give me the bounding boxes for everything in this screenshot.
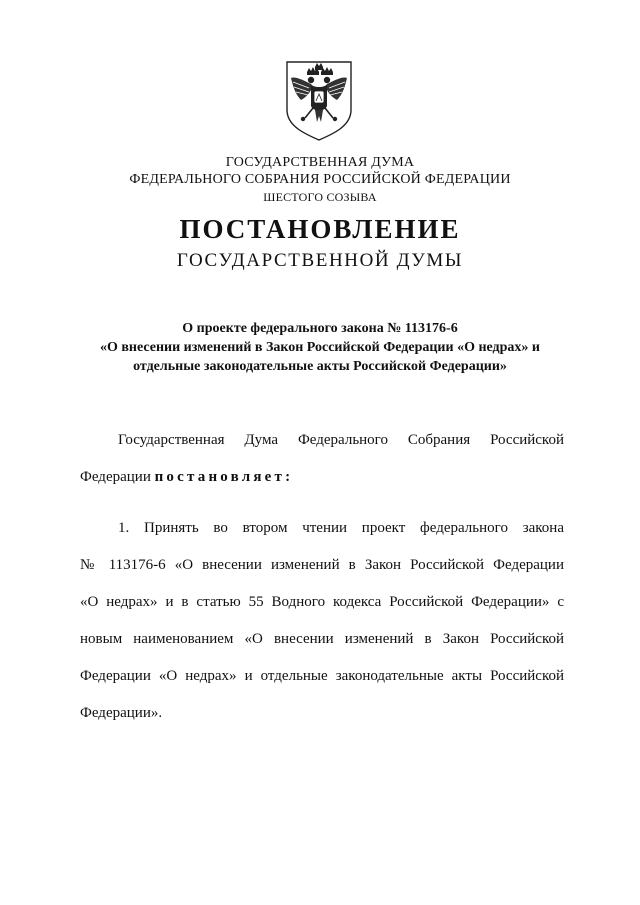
paragraph-line: Федерации». (80, 705, 163, 721)
document-subtitle: ГОСУДАРСТВЕННОЙ ДУМЫ (176, 250, 464, 271)
preamble-paragraph (80, 422, 564, 496)
paragraph-line: Федерации «О недрах» и отдельные законодательные акты Российской (80, 668, 564, 684)
paragraph-line: № 113176-6 «О внесении изменений в Закон Российской Федерации (80, 557, 564, 573)
paragraph-line: Государственная Дума Федерального Собрания Российской (118, 432, 564, 448)
subject-line: «О внесении изменений в Закон Российской Федерации «О недрах» и (99, 340, 540, 355)
paragraph-line: новым наименованием «О внесении изменений в Закон Российской (80, 631, 564, 647)
subject-line: О проекте федерального закона № 113176-6 (182, 321, 458, 336)
paragraph-line: 1. Принять во втором чтении проект федерального закона (118, 520, 564, 536)
subject-line: отдельные законодательные акты Российской Федерации» (133, 359, 507, 374)
resolves-word: постановляет: (154, 469, 294, 485)
document-subject (0, 319, 640, 376)
header-line-duma: ГОСУДАРСТВЕННАЯ ДУМА (225, 155, 415, 170)
header-line-federal-assembly: ФЕДЕРАЛЬНОГО СОБРАНИЯ РОССИЙСКОЙ ФЕДЕРАЦИИ (129, 172, 511, 187)
paragraph-line (80, 459, 564, 496)
header-line-convocation: ШЕСТОГО СОЗЫВА (263, 190, 377, 204)
preamble-federation-word: Федерации (80, 469, 155, 485)
document-title: ПОСТАНОВЛЕНИЕ (179, 214, 461, 244)
coat-of-arms-icon (281, 58, 357, 142)
item-1-paragraph (80, 510, 564, 732)
paragraph-line: «О недрах» и в статью 55 Водного кодекса Российской Федерации» с (80, 594, 564, 610)
